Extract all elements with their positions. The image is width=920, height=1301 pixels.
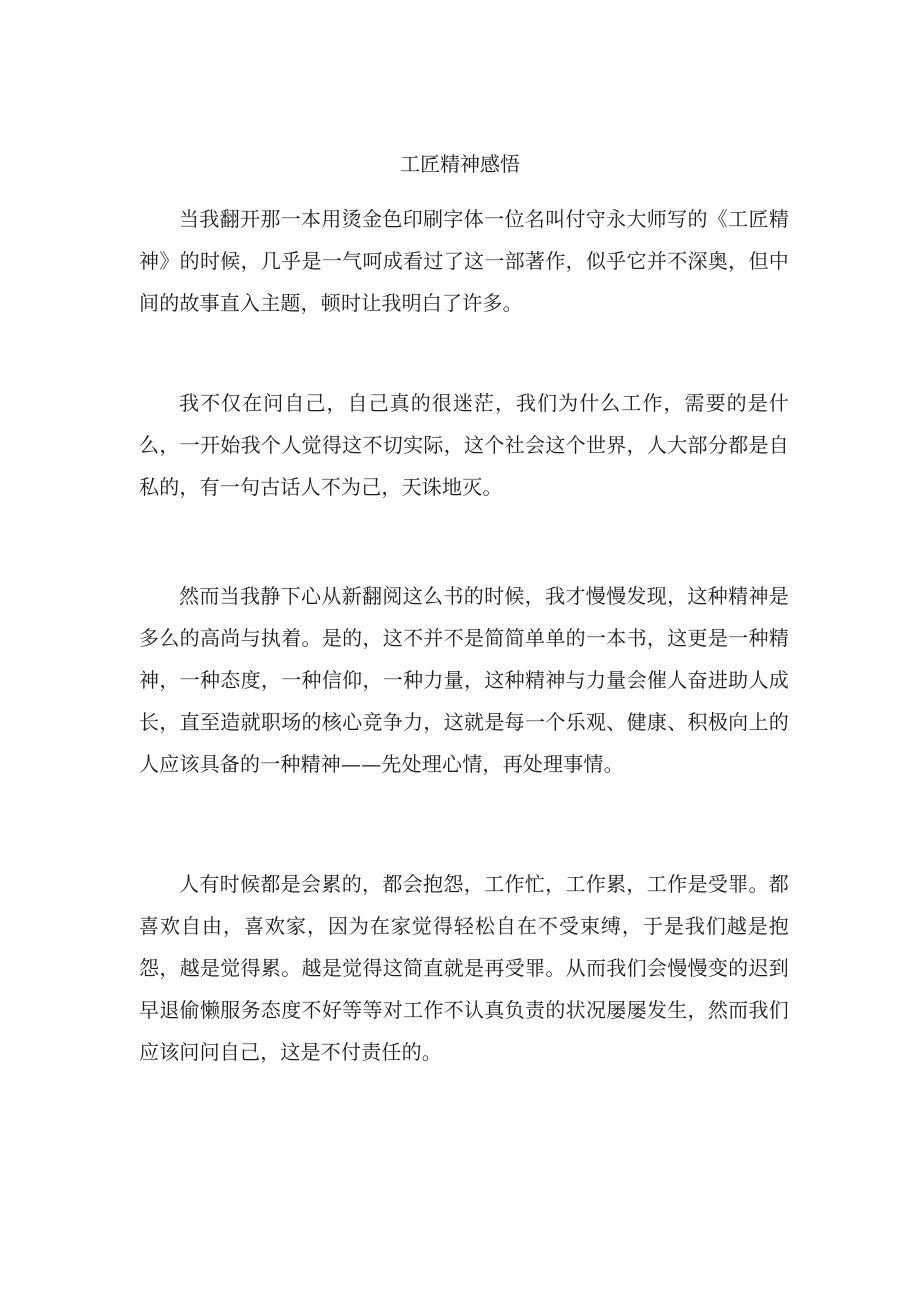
paragraph-1: 当我翻开那一本用烫金色印刷字体一位名叫付守永大师写的《工匠精神》的时候，几乎是一气呵成看过了这一部著作，似乎它并不深奥，但中间的故事直入主题，顿时让我明白了许多。 <box>139 207 789 315</box>
paragraph-2: 我不仅在问自己，自己真的很迷茫，我们为什么工作，需要的是什么，一开始我个人觉得这不切实际，这个社会这个世界，人大部分都是自私的，有一句古话人不为己，天诛地灭。 <box>139 391 789 499</box>
paragraph-3: 然而当我静下心从新翻阅这么书的时候，我才慢慢发现，这种精神是多么的高尚与执着。是的，这不并不是简简单单的一本书，这更是一种精神，一种态度，一种信仰，一种力量，这种精神与力量会催人奋进助人成长，直至造就职场的核心竞争力，这就是每一个乐观、健康、积极向上的人应该具备的一种精神——先处理心情，再处理事情。 <box>139 584 789 776</box>
paragraph-4: 人有时候都是会累的，都会抱怨，工作忙，工作累，工作是受罪。都喜欢自由，喜欢家，因为在家觉得轻松自在不受束缚，于是我们越是抱怨，越是觉得累。越是觉得这简直就是再受罪。从而我们会慢慢变的迟到早退偷懒服务态度不好等等对工作不认真负责的状况屡屡发生，然而我们应该问问自己，这是不付责任的。 <box>139 872 789 1064</box>
document-title: 工匠精神感悟 <box>400 152 520 176</box>
